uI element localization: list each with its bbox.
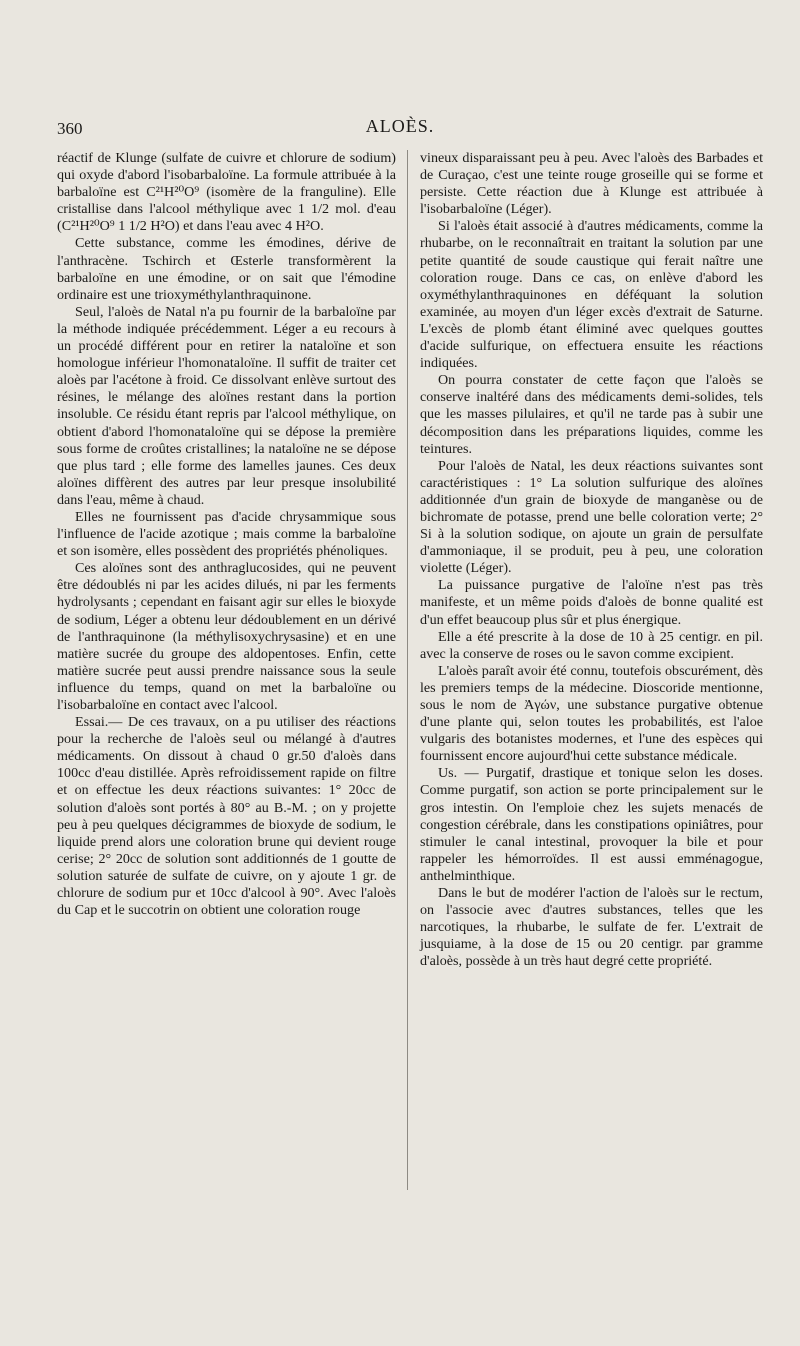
paragraph: Dans le but de modérer l'action de l'aloès sur le rectum, on l'associe avec d'autres substances, telles que les narcotiques, la rhubarbe, le sulfate de fer. L'extrait de jusquiame, à la dose de 15 ou 20 centigr. par gramme d'aloès, possède à un très haut degré cette propriété. xyxy=(420,885,763,970)
paragraph: Si l'aloès était associé à d'autres médicaments, comme la rhubarbe, on le reconnaîtrait en traitant la solution par une petite quantité de soude caustique qui ferait naître une coloration rouge. Dans ce cas, on enlève d'abord les oxyméthylanthraquinones en déféquant la solution examinée, au moyen d'un léger excès d'extrait de Saturne. L'excès de plomb étant éliminé avec quelques gouttes d'acide sulfurique, on effectuera ensuite les réactions indiquées. xyxy=(420,218,763,372)
paragraph: Pour l'aloès de Natal, les deux réactions suivantes sont caractéristiques : 1° La solution sulfurique des aloïnes additionnée d'un grain de bioxyde de manganèse ou de bichromate de potasse, prend une belle coloration verte; 2° Si à la solution sodique, on ajoute un grain de persulfate d'ammoniaque, il se produit, peu à peu, une coloration violette (Léger). xyxy=(420,457,763,577)
right-column xyxy=(420,150,763,971)
paragraph: La puissance purgative de l'aloïne n'est pas très manifeste, et un même poids d'aloès de bonne qualité est d'un effet beaucoup plus sûr et plus énergique. xyxy=(420,577,763,628)
paragraph: Essai.— De ces travaux, on a pu utiliser des réactions pour la recherche de l'aloès seul ou mélangé à d'autres médicaments. On dissout à chaud 0 gr.50 d'aloès dans 100cc d'eau distillée. Après refroidissement rapide on filtre et on effectue les deux réactions suivantes: 1° 20cc de solution d'aloès sont portés à 80° au B.-M. ; on y projette peu à peu quelques décigrammes de bioxyde de sodium, le liquide prend alors une coloration brune qui devient rouge cerise; 2° 20cc de solution sont additionnés de 1 goutte de solution saturée de sulfate de cuivre, on y ajoute 1 gr. de chlorure de sodium pur et 10cc d'alcool à 90°. Avec l'aloès du Cap et le succotrin on obtient une coloration rouge xyxy=(57,714,396,919)
paragraph: Ces aloïnes sont des anthraglucosides, qui ne peuvent être dédoublés ni par les acides dilués, ni par les ferments hydrolysants ; cependant en faisant agir sur elles le bioxyde de sodium, Léger a obtenu leur dédoublement en un dérivé de l'anthraquinone (la méthylisoxychrysasine) et en une matière sucrée du groupe des aldopentoses. Enfin, cette matière sucrée peut aussi prendre naissance sous la seule influence du temps, quand on met la barbaloïne ou l'isobarbaloïne en contact avec l'alcool. xyxy=(57,560,396,713)
column-divider xyxy=(407,150,408,1190)
paragraph: On pourra constater de cette façon que l'aloès se conserve inaltéré dans des médicaments demi-solides, tels que les masses pilulaires, et qu'il ne tarde pas à subir une décomposition dans les préparations liquides, comme les teintures. xyxy=(420,372,763,457)
paragraph: Us. — Purgatif, drastique et tonique selon les doses. Comme purgatif, son action se porte principalement sur le gros intestin. On l'emploie chez les sujets menacés de congestion cérébrale, dans les constipations opiniâtres, pour stimuler le canal intestinal, provoquer la bile et pour rappeler les hémorroïdes. Il est aussi emménagogue, anthelminthique. xyxy=(420,765,763,884)
left-column xyxy=(57,150,396,919)
paragraph: L'aloès paraît avoir été connu, toutefois obscurément, dès les premiers temps de la médecine. Dioscoride mentionne, sous le nom de Ἀγών, une substance purgative obtenue d'une plante qui, selon toutes les probabilités, est l'aloe vulgaris des botanistes modernes, et l'une des espèces qui fournissent encore aujourd'hui cette substance médicale. xyxy=(420,662,763,765)
paragraph: réactif de Klunge (sulfate de cuivre et chlorure de sodium) qui oxyde d'abord l'isobarbaloïne. La formule attribuée à la barbaloïne est C²¹H²⁰O⁹ (isomère de la franguline). Elle cristallise dans l'alcool méthylique avec 1 1/2 mol. d'eau (C²¹H²⁰O⁹ 1 1/2 H²O) et dans l'eau avec 4 H²O. xyxy=(57,150,396,235)
page-number: 360 xyxy=(57,119,83,138)
running-title: ALOÈS. xyxy=(365,116,435,136)
paragraph: vineux disparaissant peu à peu. Avec l'aloès des Barbades et de Curaçao, c'est une teinte rouge groseille qui se forme et persiste. Cette réaction due à Klunge est attribuée à l'isobarbaloïne (Léger). xyxy=(420,150,763,218)
paragraph: Cette substance, comme les émodines, dérive de l'anthracène. Tschirch et Œsterle transformèrent la barbaloïne en une émodine, or on sait que l'émodine ordinaire est une trioxyméthylanthraquinone. xyxy=(57,235,396,303)
paragraph: Elles ne fournissent pas d'acide chrysammique sous l'influence de l'acide azotique ; mais comme la barbaloïne et son isomère, elles possèdent des propriétés phénoliques. xyxy=(57,508,396,560)
paragraph: Seul, l'aloès de Natal n'a pu fournir de la barbaloïne par la méthode indiquée précédemment. Léger a eu recours à un procédé différent pour en retirer la nataloïne et son homologue inférieur l'homonataloïne. Il suffit de traiter cet aloès par l'acétone à froid. Ce dissolvant enlève surtout des résines, le mélange des aloïnes restant dans la portion insoluble. Ce résidu étant repris par l'alcool méthylique, on obtient d'abord l'homonataloïne qui se dépose la première sous forme de croûtes cristallines; la nataloïne ne se dépose que plus tard ; elle forme des lamelles jaunes. Ces deux aloïnes diffèrent des autres par leur presque insolubilité dans l'eau, même à chaud. xyxy=(57,303,396,508)
paragraph: Elle a été prescrite à la dose de 10 à 25 centigr. en pil. avec la conserve de roses ou le savon comme excipient. xyxy=(420,628,763,662)
